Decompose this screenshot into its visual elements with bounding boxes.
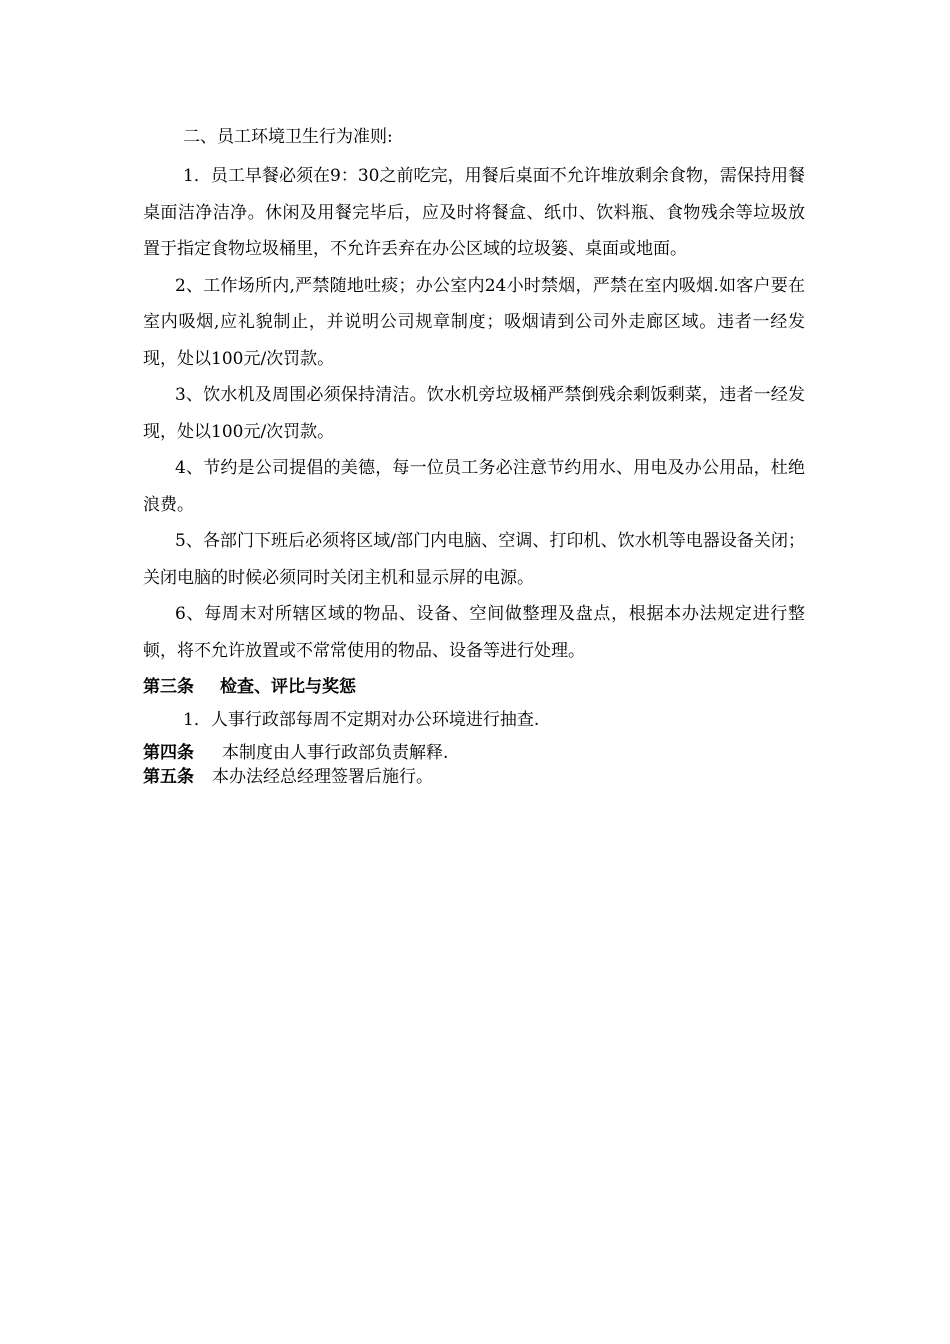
rule-paragraph-4: 4、节约是公司提倡的美德，每一位员工务必注意节约用水、用电及办公用品，杜绝浪费。 bbox=[143, 458, 805, 515]
article-4 bbox=[143, 741, 805, 765]
rule-paragraph-2: 2、工作场所内,严禁随地吐痰；办公室内24小时禁烟，严禁在室内吸烟.如客户要在室内吸烟,应礼貌制止，并说明公司规章制度；吸烟请到公司外走廊区域。违者一经发现，处以100元/次罚款。 bbox=[143, 275, 805, 369]
article-4-text: 本制度由人事行政部负责解释. bbox=[222, 743, 449, 763]
rule-paragraph-3: 3、饮水机及周围必须保持清洁。饮水机旁垃圾桶严禁倒残余剩饭剩菜，违者一经发现，处以100元/次罚款。 bbox=[143, 385, 805, 442]
article-5-text: 本办法经总经理签署后施行。 bbox=[212, 767, 433, 787]
rule-paragraph-1: 1．员工早餐必须在9：30之前吃完，用餐后桌面不允许堆放剩余食物，需保持用餐桌面洁净洁净。休闲及用餐完毕后，应及时将餐盒、纸巾、饮料瓶、食物残余等垃圾放置于指定食物垃圾桶里，不允许丢弃在办公区域的垃圾篓、桌面或地面。 bbox=[143, 166, 805, 259]
article-3-label: 第三条 bbox=[143, 677, 194, 697]
rule-paragraph-6: 6、每周末对所辖区域的物品、设备、空间做整理及盘点，根据本办法规定进行整顿，将不允许放置或不常常使用的物品、设备等进行处理。 bbox=[143, 604, 805, 661]
document-body bbox=[143, 122, 805, 789]
article-3 bbox=[143, 675, 805, 699]
article-5-label: 第五条 bbox=[143, 767, 194, 787]
article-5 bbox=[143, 765, 805, 789]
section-heading-employee-hygiene: 二、员工环境卫生行为准则: bbox=[183, 127, 393, 147]
article-3-item-1: 1．人事行政部每周不定期对办公环境进行抽查. bbox=[183, 710, 540, 730]
article-3-title: 检查、评比与奖惩 bbox=[220, 677, 356, 697]
rule-paragraph-5: 5、各部门下班后必须将区域/部门内电脑、空调、打印机、饮水机等电器设备关闭；关闭电脑的时候必须同时关闭主机和显示屏的电源。 bbox=[143, 531, 805, 588]
article-4-label: 第四条 bbox=[143, 743, 194, 763]
